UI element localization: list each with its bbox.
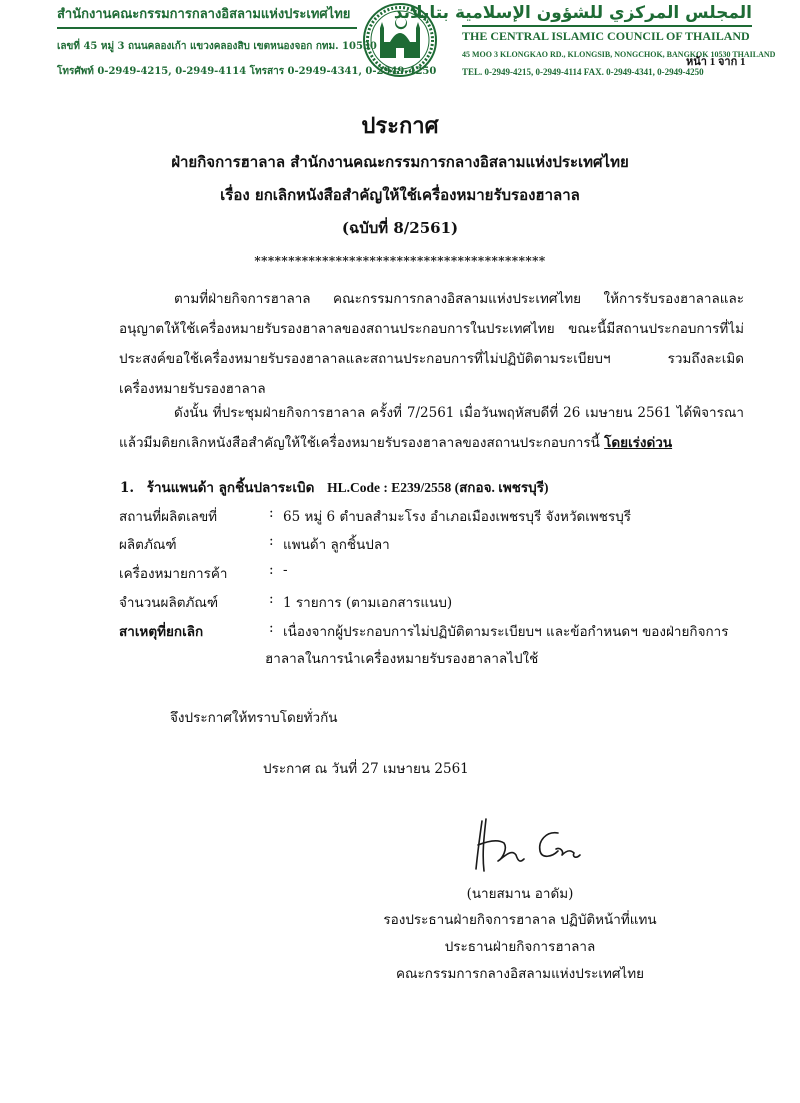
label-reason: สาเหตุที่ยกเลิก [119,624,204,640]
value-address: 65 หมู่ 6 ตำบลสำมะโรง อำเภอเมืองเพชรบุรี จังหวัดเพชรบุรี [283,509,632,525]
colon: : [269,533,274,549]
signatory-name: (นายสมาน อาดัม) [466,886,574,902]
value-count: 1 รายการ (ตามเอกสารแนบ) [283,595,453,611]
paragraph-background: ตามที่ฝ่ายกิจการฮาลาล คณะกรรมการกลางอิสลามแห่งประเทศไทย ให้การรับรองฮาลาลและอนุญาตให้ใช้เครื่องหมายรับรองฮาลาลของสถานประกอบการในประเทศไทย ขณะนี้มีสถานประกอบการที่ไม่ประสงค์ขอใช้เครื่องหมายรับรองฮาลาลและสถานประกอบการที่ไม่ปฏิบัติตามระเบียบฯ รวมถึงละเมิดเครื่องหมายรับรองฮาลาล [119,291,744,397]
label-count: จำนวนผลิตภัณฑ์ [119,595,219,611]
letterhead-english-phone: TEL. 0-2949-4215, 0-2949-4114 FAX. 0-2949-4341, 0-2949-4250 [462,67,704,77]
signatory-position-2: ประธานฝ่ายกิจการฮาลาล [444,939,596,955]
letterhead-arabic-org: المجلس المركزي للشؤون الإسلامية بتايلاند [393,3,752,23]
letterhead-thai-address: เลขที่ 45 หมู่ 3 ถนนคลองเก้า แขวงคลองสิบ เขตหนองจอก กทม. 10530 [57,41,377,52]
colon: : [269,505,274,521]
separator: ******************************************* [254,254,546,268]
hl-code: HL.Code : E239/2558 (สกอจ. เพชรบุรี) [327,480,549,495]
item-number: 1. [120,480,135,496]
signatory-position-3: คณะกรรมการกลางอิสลามแห่งประเทศไทย [395,966,645,982]
issue-number: (ฉบับที่ 8/2561) [341,219,459,237]
page-number: หน้า 1 จาก 1 [686,56,746,68]
item-heading [120,476,549,498]
label-product: ผลิตภัณฑ์ [119,537,177,553]
paragraph-resolution [119,398,744,458]
colon: : [269,591,274,607]
paragraph-resolution-text: ดังนั้น ที่ประชุมฝ่ายกิจการฮาลาล ครั้งที่ 7/2561 เมื่อวันพฤหัสบดีที่ 26 เมษายน 2561 ได้พิจารณาแล้วมีมติยกเลิกหนังสือสำคัญให้ใช้เครื่องหมายรับรองฮาลาลของสถานประกอบการนี้ [119,405,744,451]
shop-name: ร้านแพนด้า ลูกชิ้นปลาระเบิด [146,480,315,496]
letterhead-thai [57,3,437,79]
value-trademark: - [283,562,288,578]
closing-note: จึงประกาศให้ทราบโดยทั่วกัน [170,710,338,726]
letterhead-english-org: THE CENTRAL ISLAMIC COUNCIL OF THAILAND [462,25,752,44]
signatory-position-1: รองประธานฝ่ายกิจการฮาลาล ปฏิบัติหน้าที่แทน [383,912,657,928]
urgent-emphasis: โดยเร่งด่วน [604,435,673,451]
department-line: ฝ่ายกิจการฮาลาล สำนักงานคณะกรรมการกลางอิสลามแห่งประเทศไทย [171,153,629,171]
colon: : [269,562,274,578]
letterhead-english-address: 45 MOO 3 KLONGKAO RD., KLONGSIB, NONGCHOK, BANGKOK 10530 THAILAND [462,50,776,59]
label-trademark: เครื่องหมายการค้า [119,566,228,582]
value-product: แพนด้า ลูกชิ้นปลา [283,537,390,553]
label-address: สถานที่ผลิตเลขที่ [119,509,218,525]
announcement-title: ประกาศ [361,113,439,139]
signature-image [468,815,586,875]
announcement-date: ประกาศ ณ วันที่ 27 เมษายน 2561 [263,761,469,777]
value-reason-line2: ฮาลาลในการนำเครื่องหมายรับรองฮาลาลไปใช้ [265,651,539,667]
colon: : [269,620,274,636]
letterhead-thai-org: สำนักงานคณะกรรมการกลางอิสลามแห่งประเทศไทย [57,3,357,29]
value-reason-line1: เนื่องจากผู้ประกอบการไม่ปฏิบัติตามระเบียบฯ และข้อกำหนดฯ ของฝ่ายกิจการ [283,624,729,640]
subject-line: เรื่อง ยกเลิกหนังสือสำคัญให้ใช้เครื่องหมายรับรองฮาลาล [220,186,580,204]
letterhead-thai-phone: โทรศัพท์ 0-2949-4215, 0-2949-4114 โทรสาร 0-2949-4341, 0-2949-4250 [57,66,437,77]
